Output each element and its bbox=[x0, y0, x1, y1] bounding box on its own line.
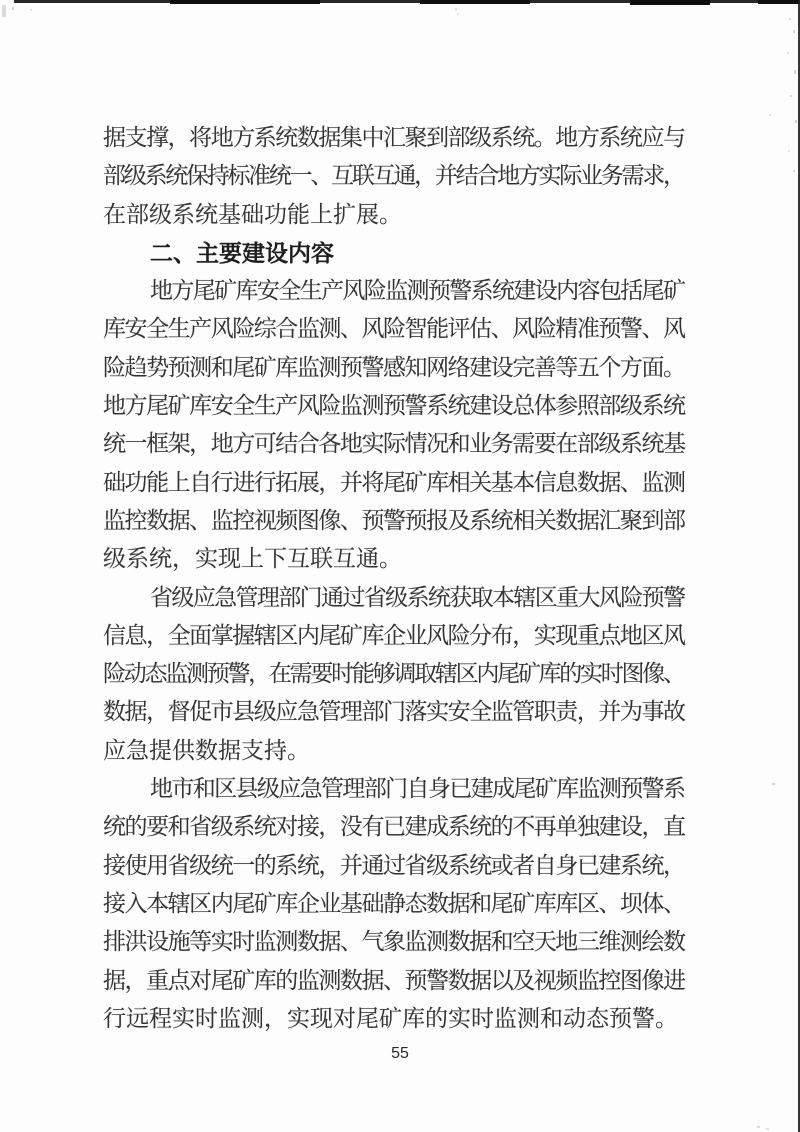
scan-speck bbox=[757, 1126, 760, 1128]
text-line-content: 地市和区县级应急管理部门自身已建成尾矿库监测预警系 bbox=[150, 776, 685, 802]
text-line-content: 地方尾矿库安全生产风险监测预警系统建设总体参照部级系统 bbox=[103, 393, 685, 419]
text-line bbox=[103, 464, 686, 502]
scan-artifact-top-border bbox=[0, 0, 800, 8]
text-line-content: 应急提供数据支持。 bbox=[103, 737, 310, 763]
text-line bbox=[103, 617, 686, 655]
scan-speck bbox=[789, 18, 791, 20]
text-line-content: 险动态监测预警，在需要时能够调取辖区内尾矿库的实时图像、 bbox=[103, 661, 684, 687]
scan-speck bbox=[793, 170, 795, 172]
scan-top-segment bbox=[758, 0, 800, 4]
scan-top-segment bbox=[630, 0, 710, 5]
text-line bbox=[103, 808, 686, 846]
text-line-content: 接入本辖区内尾矿库企业基础静态数据和尾矿库库区、坝体、 bbox=[103, 890, 685, 916]
text-line bbox=[103, 502, 686, 540]
text-line-content: 监控数据、监控视频图像、预警预报及系统相关数据汇聚到部 bbox=[103, 507, 685, 533]
text-line-content: 数据，督促市县级应急管理部门落实安全监管职责，并为事故 bbox=[103, 699, 685, 725]
text-line bbox=[103, 349, 686, 387]
text-line bbox=[103, 579, 686, 617]
text-line-content: 地方尾矿库安全生产风险监测预警系统建设内容包括尾矿 bbox=[150, 278, 685, 304]
text-line-content: 础功能上自行进行拓展，并将尾矿库相关基本信息数据、监测 bbox=[103, 469, 685, 495]
text-line-content: 统一框架，地方可结合各地实际情况和业务需要在部级系统基 bbox=[103, 431, 685, 457]
scan-speck bbox=[772, 783, 775, 785]
scan-top-segment bbox=[420, 0, 530, 4]
text-line bbox=[103, 962, 686, 1000]
text-line bbox=[103, 655, 686, 693]
text-line-content: 排洪设施等实时监测数据、气象监测数据和空天地三维测绘数 bbox=[103, 929, 685, 955]
text-line-content: 行远程实时监测，实现对尾矿库的实时监测和动态预警。 bbox=[103, 1005, 678, 1031]
scan-speck bbox=[787, 52, 789, 54]
text-line-content: 据，重点对尾矿库的监测数据、预警数据以及视频监控图像进 bbox=[103, 967, 685, 993]
scan-speck bbox=[788, 150, 790, 152]
text-line bbox=[103, 770, 686, 808]
text-line-content: 险趋势预测和尾矿库监测预警感知网络建设完善等五个方面。 bbox=[103, 354, 685, 380]
text-line-content: 二、主要建设内容 bbox=[150, 239, 334, 266]
scan-speck bbox=[795, 120, 797, 123]
page-number: 55 bbox=[391, 1045, 409, 1062]
text-line-content: 部级系统保持标准统一、互联互通，并结合地方实际业务需求， bbox=[103, 163, 684, 189]
scan-speck bbox=[794, 70, 796, 74]
text-line bbox=[103, 387, 686, 425]
text-line-content: 接使用省级统一的系统，并通过省级系统或者自身已建系统， bbox=[103, 852, 685, 878]
text-line bbox=[103, 119, 686, 157]
scan-speck bbox=[30, 9, 32, 11]
section-heading bbox=[103, 234, 686, 272]
text-line-content: 统的要和省级系统对接，没有已建成系统的不再单独建设，直 bbox=[103, 814, 685, 840]
text-line bbox=[103, 693, 686, 731]
scan-speck bbox=[457, 13, 459, 15]
text-line bbox=[103, 923, 686, 961]
scan-top-segment bbox=[170, 0, 320, 4]
text-line-content: 据支撑，将地方系统数据集中汇聚到部级系统。地方系统应与 bbox=[103, 125, 685, 150]
text-line bbox=[103, 540, 686, 578]
text-line bbox=[103, 310, 686, 348]
text-line bbox=[103, 425, 686, 463]
text-line bbox=[103, 732, 686, 770]
text-line bbox=[103, 157, 686, 195]
text-line-content: 省级应急管理部门通过省级系统获取本辖区重大风险预警 bbox=[150, 584, 685, 610]
text-line bbox=[103, 1000, 686, 1038]
text-line-content: 库安全生产风险综合监测、风险智能评估、风险精准预警、风 bbox=[103, 316, 685, 342]
text-line bbox=[103, 847, 686, 885]
scan-speck bbox=[455, 8, 457, 11]
text-line-content: 信息，全面掌握辖区内尾矿库企业风险分布，实现重点地区风 bbox=[103, 622, 685, 648]
document-body-text bbox=[103, 119, 686, 1038]
text-line bbox=[103, 272, 686, 310]
scan-speck bbox=[793, 30, 795, 33]
text-line bbox=[103, 885, 686, 923]
scan-speck bbox=[766, 1128, 769, 1130]
text-line-content: 在部级系统基础功能上扩展。 bbox=[103, 201, 402, 227]
scan-speck bbox=[790, 95, 792, 97]
text-line bbox=[103, 196, 686, 234]
scan-speck bbox=[769, 114, 771, 116]
text-line-content: 级系统，实现上下互联互通。 bbox=[103, 546, 402, 572]
